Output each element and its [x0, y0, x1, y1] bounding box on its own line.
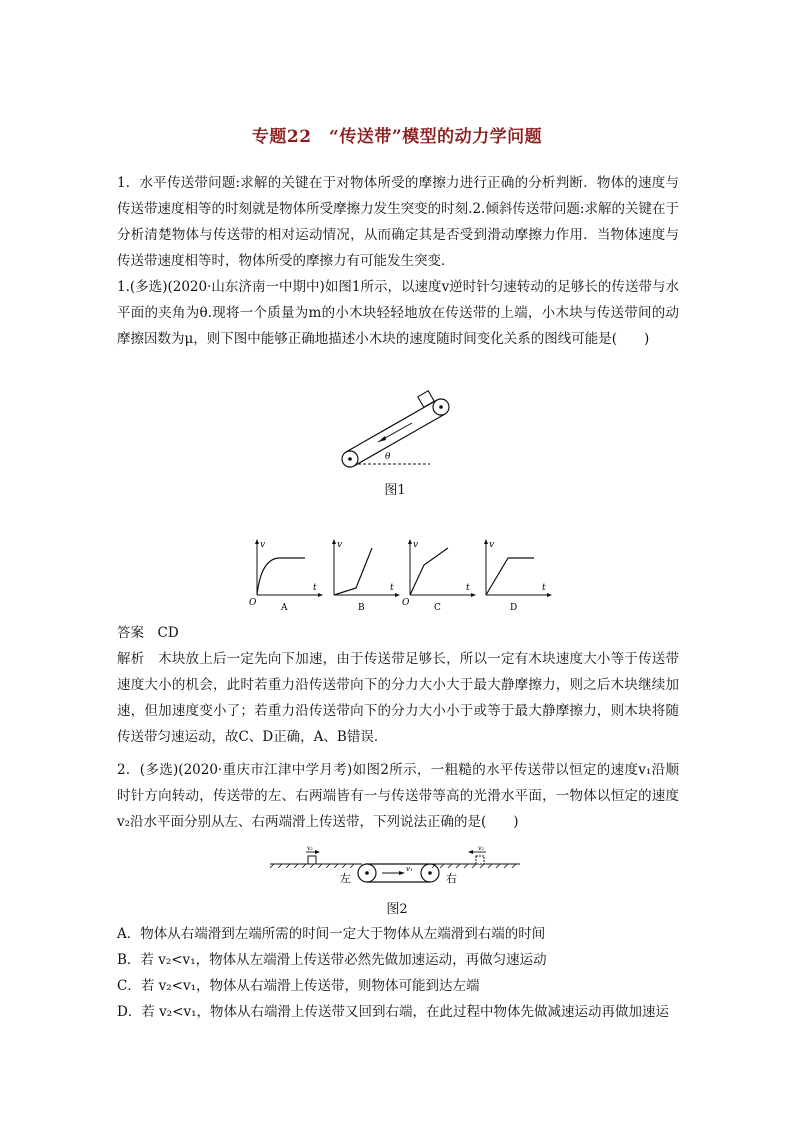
- right-block: [476, 856, 484, 864]
- graph-b-v-label: v: [337, 540, 343, 550]
- graph-a-curve: [257, 558, 305, 595]
- option-d: D．若 v₂<v₁，物体从右端滑上传送带又回到右端，在此过程中物体先做减速运动再做加速运: [117, 1004, 670, 1020]
- figure-1-caption: 图1: [384, 483, 406, 498]
- graph-b-label: B: [358, 603, 365, 613]
- left-block: [308, 856, 316, 864]
- graph-c-curve: [410, 548, 448, 595]
- arrow-head: [378, 436, 386, 442]
- graph-b-t-label: t: [390, 583, 394, 593]
- wooden-block: [418, 391, 434, 407]
- question-1-text: 1.(多选)(2020·山东济南一中期中)如图1所示，以速度v逆时针匀速转动的足够长的传送带与水平面的夹角为θ.现将一个质量为m的小木块轻轻地放在传送带的上端，小木块与传送带间的动摩擦因数为μ，则下图中能够正确地描述小木块的速度随时间变化关系的图线可能是( ): [117, 279, 679, 347]
- question-2-text: 2．(多选)(2020·重庆市江津中学月考)如图2所示，一粗糙的水平传送带以恒定的速度v₁沿顺时针方向转动，传送带的左、右两端皆有一与传送带等高的光滑水平面，一物体以恒定的速度v₂沿水平面分别从左、右两端滑上传送带，下列说法正确的是( ): [117, 762, 679, 830]
- v1-label: v₁: [406, 865, 413, 873]
- graph-a-t-label: t: [313, 583, 317, 593]
- intro-paragraph: 1．水平传送带问题:求解的关键在于对物体所受的摩擦力进行正确的分析判断．物体的速度与传送带速度相等的时刻就是物体所受摩擦力发生突变的时刻.2.倾斜传送带问题:求解的关键在于分析清楚物体与传送带的相对运动情况，从而确定其是否受到滑动摩擦力作用．当物体速度与传送带速度相等时，物体所受的摩擦力有可能发生突变．: [117, 175, 679, 269]
- graph-c-v-label: v: [413, 540, 419, 550]
- lower-pulley-axle: [348, 457, 352, 461]
- graph-a-origin: O: [249, 598, 257, 608]
- graph-c-origin: O: [402, 598, 410, 608]
- answer-line: 答案 CD: [117, 625, 179, 641]
- theta-label: θ: [385, 452, 391, 462]
- right-v2-label: v₂: [478, 845, 484, 852]
- graph-d-t-label: t: [542, 583, 546, 593]
- figure-2-horizontal-belt-diagram: [270, 840, 520, 890]
- option-c: C．若 v₂<v₁，物体从右端滑上传送带，则物体可能到达左端: [117, 978, 480, 994]
- graph-b-curve: [334, 548, 372, 595]
- upper-pulley-axle: [439, 405, 443, 409]
- graph-d-label: D: [510, 603, 518, 613]
- figure-2-caption: 图2: [386, 902, 408, 917]
- right-pulley-axle: [428, 871, 432, 875]
- right-label: 右: [446, 872, 457, 885]
- graph-b: [322, 537, 402, 612]
- left-v2-label: v₂: [307, 845, 313, 852]
- left-pulley-axle: [365, 871, 369, 875]
- figure-1-incline-diagram: [330, 385, 450, 470]
- page-title: 专题22 “传送带”模型的动力学问题: [251, 127, 543, 147]
- graph-a: [245, 537, 325, 612]
- option-a: A．物体从右端滑到左端所需的时间一定大于物体从左端滑到右端的时间: [117, 926, 546, 942]
- graph-c-t-label: t: [466, 583, 470, 593]
- option-b: B．若 v₂<v₁，物体从左端滑上传送带必然先做加速运动，再做匀速运动: [117, 952, 547, 968]
- left-label: 左: [340, 872, 351, 885]
- graph-a-label: A: [281, 603, 288, 613]
- graph-d: [474, 537, 554, 612]
- analysis-paragraph: 解析 木块放上后一定先向下加速，由于传送带足够长，所以一定有木块速度大小等于传送带速度大小的机会，此时若重力沿传送带向下的分力大小大于最大静摩擦力，则之后木块继续加速，但加速度变小了；若重力沿传送带向下的分力大小小于或等于最大静摩擦力，则木块将随传送带匀速运动，故C、D正确，A、B错误．: [117, 651, 679, 745]
- graph-d-curve: [486, 558, 534, 595]
- graph-c-label: C: [434, 603, 441, 613]
- graph-c: [398, 537, 478, 612]
- graph-d-v-label: v: [489, 540, 495, 550]
- graph-a-v-label: v: [260, 540, 266, 550]
